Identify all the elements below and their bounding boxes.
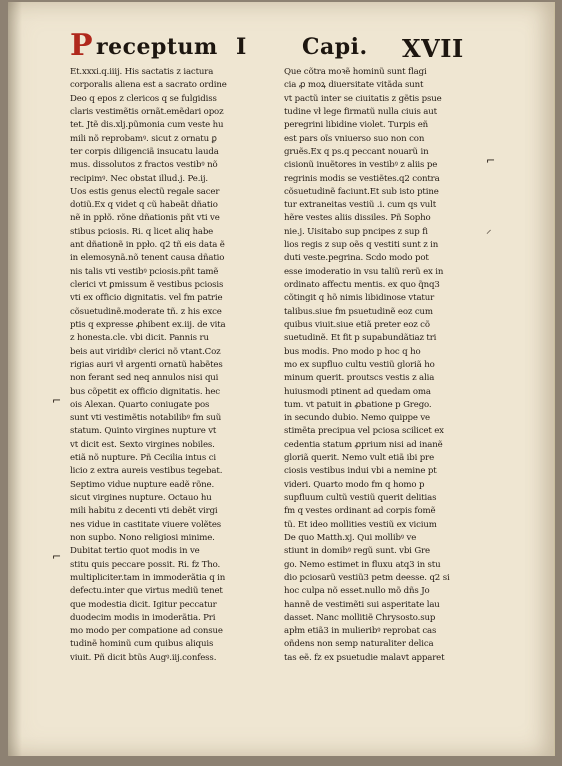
text-line: fm q vestes ordinant ad corpis fomẽ — [284, 506, 436, 517]
text-line: stibus pciosis. Ri. q licet aliq habe — [70, 226, 214, 237]
text-line: tet. Jtẽ dis.xlj.pũmonia cum veste hu — [70, 120, 224, 131]
header-title: receptum — [96, 34, 218, 60]
text-line: vt pactũ inter se ciuitatis z gẽtis psue — [284, 93, 442, 104]
text-line: mili nõ reprobamꝰ. sicut z ornatu ꝑ — [70, 133, 217, 144]
text-line: Et.xxxi.q.iiij. His sactatis z iactura — [70, 67, 214, 77]
text-line: in secundo dubio. Nemo quippe ve — [284, 413, 430, 424]
text-line: bus modis. Pno modo p hoc q ho — [284, 346, 421, 357]
text-line: mus. dissolutos z fractos vestibꝰ nõ — [70, 160, 218, 171]
text-line: Que cõtra moꝛẽ hominũ sunt flagi — [284, 67, 427, 77]
text-line: ois Alexan. Quarto coniugate pos — [70, 399, 210, 410]
text-line: etiã nõ nupture. Pñ Cecilia intus ci — [70, 453, 216, 464]
text-line: tũ. Et ideo mollities vestiũ ex vicium — [284, 519, 437, 530]
text-line: nes vidue in castitate viuere volẽtes — [70, 519, 222, 530]
text-line: duti veste.pegrina. Scdo modo pot — [284, 253, 429, 264]
marginal-mark: ⸝ — [486, 223, 492, 236]
text-line: cisionũ inuẽtores in vestibꝰ z aliis pe — [284, 160, 438, 171]
text-line: cia ꝓ moꝝ diuersitate vitãda sunt — [284, 80, 424, 91]
text-line: gruẽs.Ex q ps.q peccant nouarũ in — [284, 146, 429, 157]
text-line: gloriã querit. Nemo vult etiã ibi pre — [284, 453, 435, 464]
text-line: hẽre vestes aliis dissiles. Pñ Sopho — [284, 213, 431, 224]
rubricated-initial: P — [70, 28, 93, 63]
header-chapter-label: Capi. — [302, 34, 368, 60]
marginal-mark: ⌐ — [52, 394, 62, 407]
text-line: supfluum cultũ vestiũ querit delitias — [284, 493, 437, 503]
text-line: dio pciosarũ vestiũ3 petm deesse. q2 si — [284, 572, 450, 583]
text-line: duodecim modis in imoderãtia. Pri — [70, 612, 216, 623]
left-text-column — [70, 66, 275, 665]
text-line: cõtingit q hõ nimis libidinose vtatur — [284, 293, 435, 304]
text-line: hoc culpa nõ esset.nullo mõ dñs Jo — [284, 586, 430, 597]
text-line: ptis q expresse ꝓhibent ex.iij. de vita — [70, 319, 226, 330]
header-part-number: I — [236, 34, 247, 60]
text-line: Septimo vidue nupture eadẽ rõne. — [70, 479, 215, 490]
text-line: sunt vti vestimẽtis notabilibꝰ fm suũ — [70, 413, 222, 424]
text-line: vt dicit est. Sexto virgines nobiles. — [70, 439, 215, 450]
text-line: mo ex supfluo cultu vestiũ gloriã ho — [284, 359, 435, 370]
text-line: defectu.inter que virtus mediũ tenet — [70, 586, 223, 597]
text-line: mili habitu z decenti vti debẽt virgi — [70, 506, 218, 517]
text-line: peregrini libidine violet. Turpis eñ — [284, 120, 429, 131]
text-line: ciosis vestibus indui vbi a nemine pt — [284, 466, 437, 477]
text-line: ordinato affectu mentis. ex quo q̃nq3 — [284, 280, 440, 290]
text-line: z honesta.cle. vbi dicit. Pannis ru — [70, 333, 209, 344]
text-line: minum querit. proutscs vestis z alia — [284, 373, 435, 384]
text-line: sicut virgines nupture. Octauo hu — [70, 493, 212, 503]
text-line: Dubitat tertio quot modis in ve — [70, 546, 200, 557]
text-line: multipliciter.tam in immoderãtia q in — [70, 572, 226, 583]
text-line: dotiũ.Ex q videt q cũ habeãt dñatio — [70, 200, 218, 211]
text-line: stimẽta precipua vel pciosa scilicet ex — [284, 426, 444, 437]
text-line: Uos estis genus electũ regale sacer — [70, 186, 220, 197]
text-line: tudinẽ hominũ cum quibus aliquis — [70, 639, 214, 650]
right-text-column — [284, 66, 489, 665]
text-line: nis talis vti vestibꝰ pciosis.pñt tamẽ — [70, 266, 219, 277]
text-line: stiunt in domibꝰ regũ sunt. vbi Gre — [284, 546, 430, 557]
text-line: tudine vł lege firmatũ nulla ciuis aut — [284, 106, 437, 117]
text-line: talibus.siue fm psuetudinẽ eoz cum — [284, 306, 433, 317]
text-line: non ferant sed neq annulos nisi qui — [70, 373, 219, 384]
text-line: licio z extra aureis vestibus tegebat. — [70, 466, 223, 477]
text-line: bus cõpetit ex officio dignitatis. hec — [70, 386, 220, 397]
marginal-mark: ⌐ — [52, 550, 62, 563]
text-line: Deo q epos z clericos q se fulgidiss — [70, 93, 217, 104]
text-line: que modestia dicit. Igitur peccatur — [70, 599, 217, 610]
text-line: stitu quis peccare possit. Ri. fz Tho. — [70, 559, 221, 570]
text-line: oñdens non semp naturaliter delica — [284, 639, 434, 650]
text-line: recipimꝰ. Nec obstat illud.j. Pe.ij. — [70, 173, 208, 184]
text-line: in elemosynã.nõ tenent causa dñatio — [70, 253, 225, 264]
text-line: videri. Quarto modo fm q homo p — [284, 479, 425, 490]
text-line: tur extraneitas vestiũ .i. cum qs vult — [284, 200, 437, 211]
text-line: vti ex officio dignitatis. vel fm patrie — [70, 293, 223, 304]
text-line: est pars oĩs vniuerso suo non con — [284, 133, 425, 144]
text-line: statum. Quinto virgines nupture vt — [70, 426, 217, 437]
text-line: claris vestimẽtis ornãt.emẽdari opoz — [70, 106, 224, 117]
text-line: ter corpis diligenciã insucatu lauda — [70, 146, 219, 157]
book-page — [8, 2, 555, 756]
text-line: tum. vt patuit in ꝓbatione p Grego. — [284, 399, 432, 410]
text-line: suetudinẽ. Et fit p supabundãtiaz tri — [284, 333, 437, 344]
text-line: ant dñationẽ in ppło. q2 tñ eis data ẽ — [70, 240, 225, 251]
running-header — [70, 30, 480, 62]
text-line: beis aut viridibꝰ clerici nõ vtant.Coz — [70, 346, 221, 357]
text-line: corporalis aliena est a sacrato ordine — [70, 80, 227, 91]
text-line: apłm etiã3 in mulieribꝰ reprobat cas — [284, 626, 437, 637]
text-line: mo modo per compatione ad consue — [70, 626, 223, 637]
text-line: dasset. Nanc mollitiẽ Chrysosto.sup — [284, 612, 436, 623]
text-line: huiusmodi ptinent ad quedam oma — [284, 386, 431, 397]
text-line: regrinis modis se vestiẽtes.q2 contra — [284, 173, 440, 184]
text-line: De quo Matth.xj. Qui mollibꝰ ve — [284, 532, 417, 543]
text-line: esse imoderatio in vsu taliũ rerũ ex in — [284, 266, 444, 277]
text-line: lios regis z sup oẽs q vestiti sunt z in — [284, 240, 439, 251]
text-line: nẽ in ppłõ. rõne dñationis pñt vti ve — [70, 213, 220, 224]
text-line: nie.j. Uisitabo sup pncipes z sup fi — [284, 226, 428, 237]
text-line: quibus viuit.siue etiã preter eoz cõ — [284, 319, 430, 330]
text-line: go. Nemo estimet in fluxu atq3 in stu — [284, 559, 441, 570]
text-line: tas eẽ. fz ex psuetudie malavt apparet — [284, 652, 445, 663]
text-line: clerici vt ꝑmissum ẽ vestibus pciosis — [70, 280, 224, 290]
text-line: cedentia statum ꝓprium nisi ad inanẽ — [284, 439, 443, 450]
text-line: non supbo. Nono religiosi minime. — [70, 532, 215, 543]
marginal-mark: ⌐ — [486, 154, 496, 167]
text-line: viuit. Pñ dicit btũs Augꝰ.iij.confess. — [70, 652, 217, 663]
text-line: cõsuetudinẽ faciunt.Et sub isto ptine — [284, 186, 439, 197]
text-line: cõsuetudinẽ.moderate tñ. z his exce — [70, 306, 222, 317]
text-line: hannẽ de vestimẽti sui asperitate lau — [284, 599, 440, 610]
header-chapter-number: XVII — [402, 34, 464, 63]
text-line: rigias auri vł argenti ornatũ habẽtes — [70, 359, 223, 370]
